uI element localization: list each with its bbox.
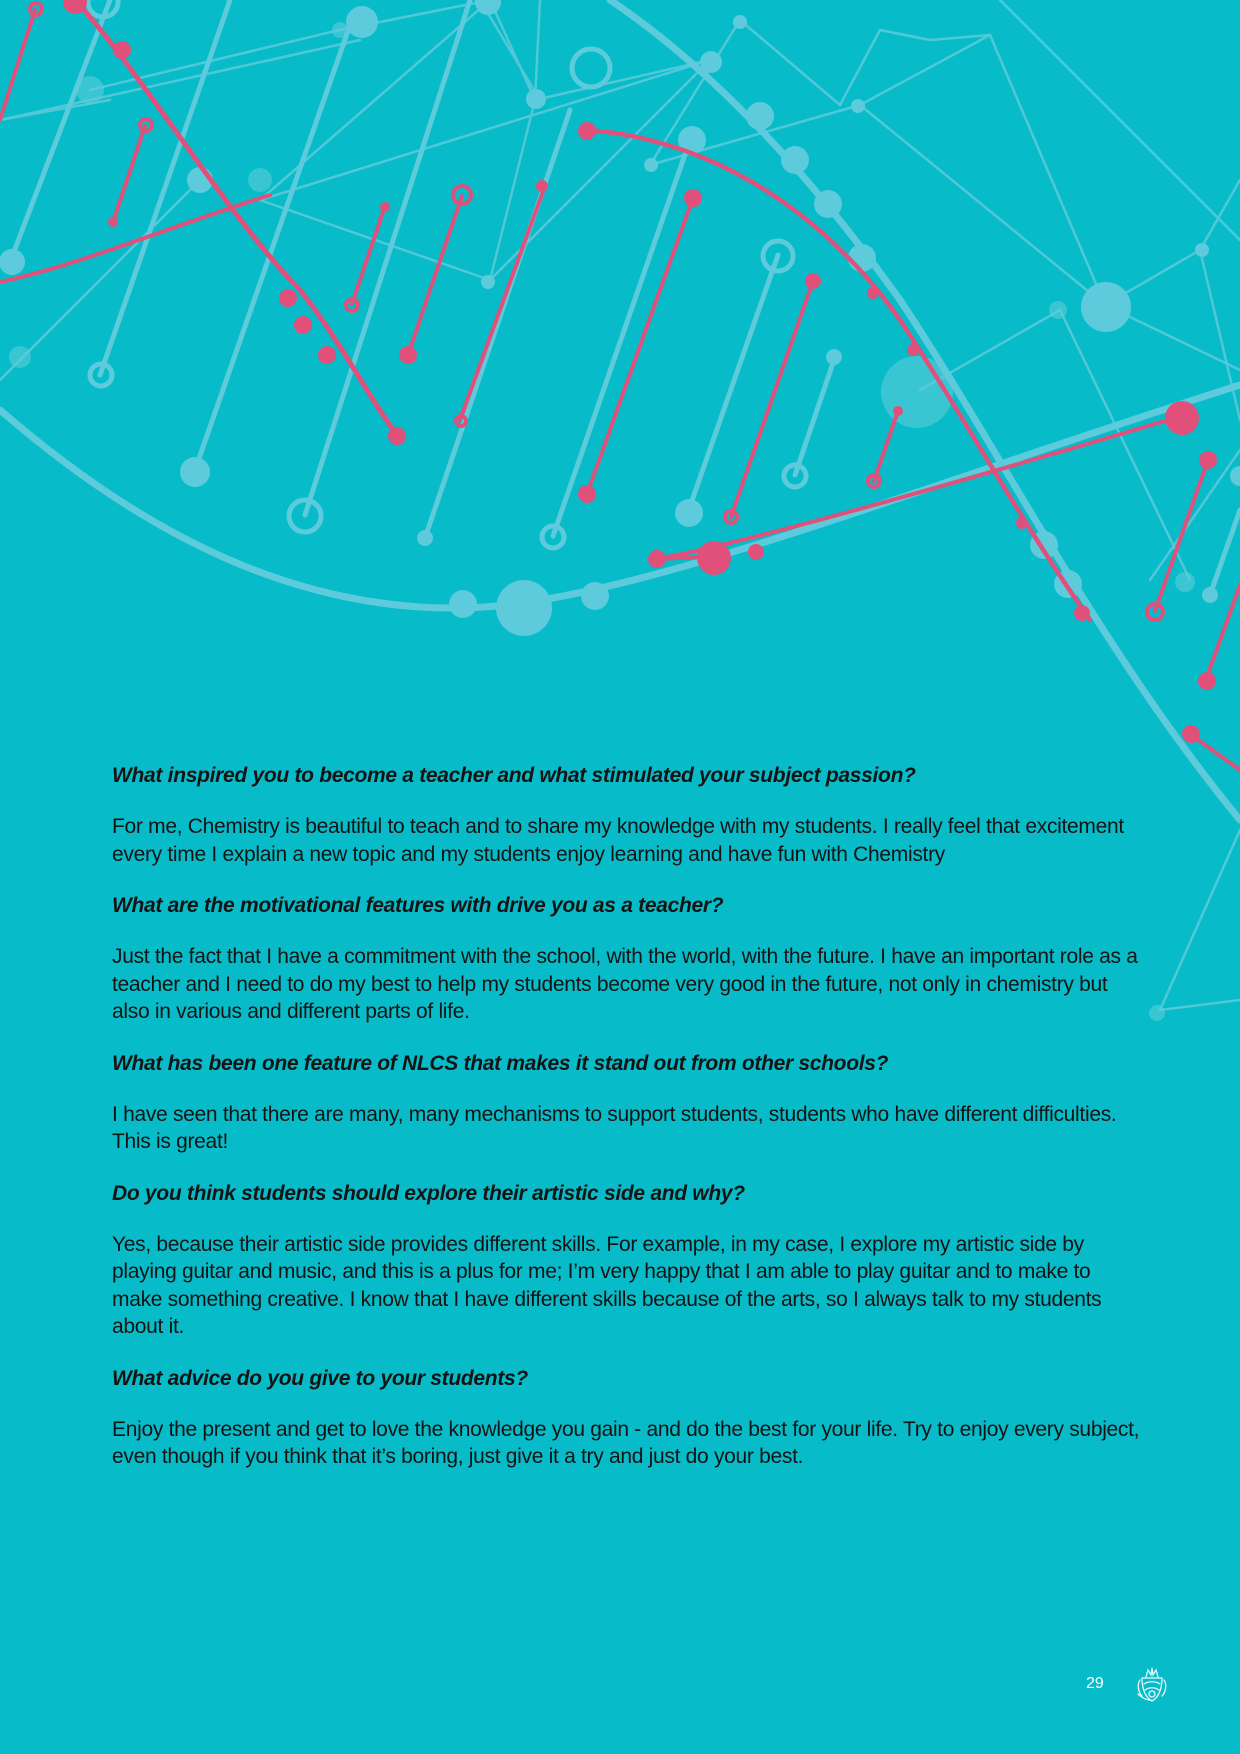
interview-answer: Enjoy the present and get to love the knowledge you gain - and do the best for your life. Try to enjoy every subject, even though if you think that it’s boring, just give it a try and just do your best. <box>112 1417 1140 1468</box>
qa-block <box>112 1050 1142 1156</box>
qa-block <box>112 892 1142 1026</box>
interview-answer: Just the fact that I have a commitment with the school, with the world, with the future. I have an important role as a teacher and I need to do my best to help my students become very good in the future, not only in chemistry but also in various and different parts of life. <box>112 945 1138 1023</box>
page-footer <box>1080 1664 1180 1708</box>
interview-question: What has been one feature of NLCS that makes it stand out from other schools? <box>112 1051 889 1075</box>
interview-answer: Yes, because their artistic side provides different skills. For example, in my case, I explore my artistic side by playing guitar and music, and this is a plus for me; I’m very happy that I am able to play guitar and to make to make something creative. I know that I have different skills because of the arts, so I always talk to my students about it. <box>112 1232 1102 1338</box>
qa-block <box>112 762 1142 868</box>
interview-question: What are the motivational features with drive you as a teacher? <box>112 894 724 917</box>
interview-question: Do you think students should explore their artistic side and why? <box>112 1181 745 1205</box>
interview-answer: I have seen that there are many, many mechanisms to support students, students who have different difficulties. This is great! <box>112 1102 1117 1153</box>
interview-answer: For me, Chemistry is beautiful to teach and to share my knowledge with my students. I really feel that excitement every time I explain a new topic and my students enjoy learning and have fun with Chemistry <box>112 815 1124 866</box>
interview-question: What inspired you to become a teacher and what stimulated your subject passion? <box>112 764 916 787</box>
school-crest-icon <box>1132 1664 1172 1704</box>
interview-content <box>112 762 1142 1495</box>
interview-question: What advice do you give to your students? <box>112 1366 528 1390</box>
page-number: 29 <box>1086 1675 1104 1692</box>
qa-block <box>112 1365 1142 1471</box>
qa-block <box>112 1180 1142 1341</box>
